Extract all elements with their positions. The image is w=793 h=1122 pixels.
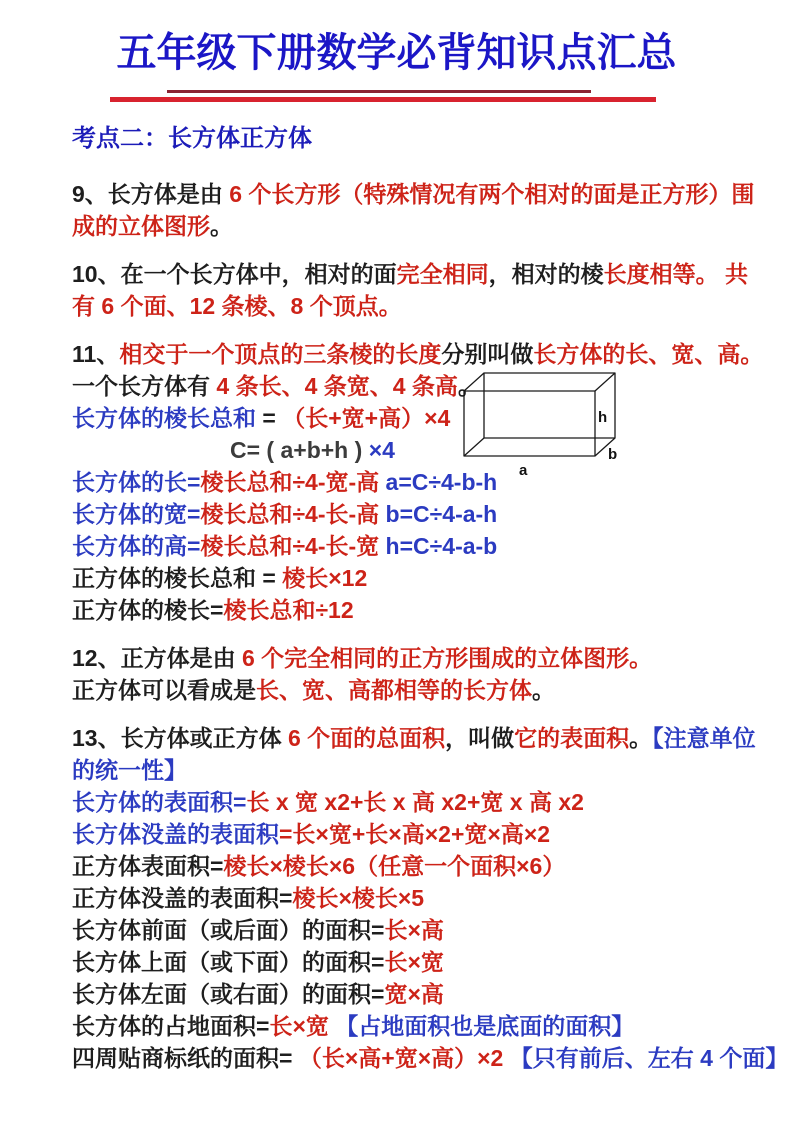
text-segment: 长方体的占地面积= [72, 1013, 270, 1039]
text-segment: 【只有前后、左右 4 个面】 [509, 1045, 789, 1071]
text-segment: 四周贴商标纸的面积= [72, 1045, 299, 1071]
text-segment: （长×高+宽×高）×2 [298, 1045, 510, 1071]
text-segment: 正方体表面积= [72, 853, 224, 879]
text-line [72, 338, 793, 370]
text-segment: 长方体的长= [72, 469, 201, 495]
text-segment: =长×宽+长×高×2+宽×高×2 [279, 821, 551, 847]
text-segment: h=C÷4-a-b [379, 533, 498, 559]
text-segment: 6 个完全相同的正方形围成的立体图形。 [241, 645, 653, 671]
text-line [72, 786, 793, 818]
text-line [72, 674, 793, 706]
text-segment: 4 条长、4 条宽、4 条高 [216, 373, 458, 399]
text-line [72, 562, 793, 594]
text-segment: ×4 [368, 437, 395, 463]
text-segment: 9、长方体是由 [72, 181, 230, 207]
text-segment: 棱长总和÷4-宽-高 [200, 469, 380, 495]
text-segment: C= ( a+b+h ) [230, 437, 369, 463]
text-segment: 有 6 个面、12 条棱、8 个顶点。 [72, 293, 402, 319]
text-segment: 正方体的棱长总和 = [72, 565, 283, 591]
text-segment: 6 个长方形（特殊情况有两个相对的面是正方形）围 [229, 181, 755, 207]
text-line [72, 1010, 793, 1042]
text-segment: 长方体的棱长总和 [72, 405, 256, 431]
text-segment: 长方体上面（或下面）的面积= [72, 949, 385, 975]
text-segment: 长方体的高= [72, 533, 201, 559]
text-line [72, 594, 793, 626]
page-title: 五年级下册数学必背知识点汇总 [116, 31, 677, 75]
cuboid-diagram [455, 358, 645, 480]
text-segment: 【占地面积也是底面的面积】 [335, 1013, 635, 1039]
text-line [72, 882, 793, 914]
notes-content [72, 178, 793, 1074]
point-9 [72, 178, 793, 242]
text-segment: 完全相同 [396, 261, 489, 287]
text-segment: 11、 [72, 341, 120, 367]
text-segment: 长方体没盖的表面积 [72, 821, 279, 847]
text-line [72, 498, 793, 530]
text-segment: 它的表面积 [514, 725, 630, 751]
text-line [72, 850, 793, 882]
cuboid-label-a: a [519, 462, 528, 479]
text-line [72, 402, 793, 434]
text-segment: 13、长方体或正方体 [72, 725, 288, 751]
text-line [72, 946, 793, 978]
text-segment: 成的立体图形 [72, 213, 210, 239]
text-segment: 长方体的表面积= [72, 789, 247, 815]
text-segment: 棱长×棱长×5 [292, 885, 425, 911]
text-segment: 6 个面的总面积 [287, 725, 446, 751]
point-12 [72, 642, 793, 706]
text-segment: 正方体的棱长= [72, 597, 224, 623]
text-segment: 宽×高 [384, 981, 444, 1007]
text-segment: 。 [457, 373, 481, 399]
text-line [72, 914, 793, 946]
point-10 [72, 258, 793, 322]
text-line [72, 722, 793, 754]
text-segment: a=C÷4-b-h [379, 469, 498, 495]
text-segment: ，叫做 [445, 725, 515, 751]
text-segment: 正方体可以看成是 [72, 677, 256, 703]
text-segment: 长度相等。 [603, 261, 719, 287]
text-line [72, 210, 793, 242]
cuboid-depth-edges [464, 373, 615, 456]
text-segment: 【注意单位 [652, 725, 756, 751]
title-underline-dark [167, 90, 591, 93]
text-line [72, 642, 793, 674]
text-segment: 10、在一个长方体中，相对的面 [72, 261, 397, 287]
cuboid-label-h: h [598, 409, 608, 426]
text-segment: 长方体的长、宽、高。 [533, 341, 764, 367]
text-segment: 棱长总和÷4-长-宽 [200, 533, 380, 559]
point-11 [72, 338, 793, 626]
point-13 [72, 722, 793, 1074]
text-segment: 棱长×棱长×6（任意一个面积×6） [223, 853, 566, 879]
text-segment: 。 [532, 677, 555, 703]
text-segment: 长方体的宽= [72, 501, 201, 527]
text-segment: 共 [718, 261, 748, 287]
text-segment: 长×高 [384, 917, 444, 943]
title-underline-bright [110, 97, 656, 102]
text-segment: 棱长×12 [282, 565, 368, 591]
text-segment: 棱长总和÷4-长-高 [200, 501, 380, 527]
text-line [72, 434, 793, 466]
text-segment: 长、宽、高都相等的长方体 [256, 677, 532, 703]
text-segment: 长×宽 [269, 1013, 336, 1039]
text-line [72, 290, 793, 322]
text-line [72, 530, 793, 562]
text-line [72, 178, 793, 210]
text-line [72, 754, 793, 786]
text-line [72, 258, 793, 290]
text-segment: 正方体没盖的表面积= [72, 885, 293, 911]
text-line [72, 978, 793, 1010]
text-segment: = [256, 405, 283, 431]
text-segment: 的统一性】 [72, 757, 187, 783]
text-segment: ，相对的棱 [488, 261, 604, 287]
section-heading: 考点二：长方体正方体 [72, 125, 312, 152]
text-segment: 12、正方体是由 [72, 645, 242, 671]
cuboid-label-b: b [608, 446, 618, 463]
text-line [72, 466, 793, 498]
text-segment: 棱长总和÷12 [223, 597, 354, 623]
text-segment: 。 [210, 213, 233, 239]
text-line [72, 1042, 793, 1074]
text-segment: 长方体左面（或右面）的面积= [72, 981, 385, 1007]
text-segment: 一个长方体有 [72, 373, 217, 399]
text-segment: 相交于一个顶点的三条棱的长度 [119, 341, 442, 367]
text-segment: 长方体前面（或后面）的面积= [72, 917, 385, 943]
text-segment: （长+宽+高）×4 [282, 405, 451, 431]
text-segment: 长×宽 [384, 949, 444, 975]
text-line [72, 818, 793, 850]
text-segment: b=C÷4-a-h [379, 501, 498, 527]
text-segment: 。 [629, 725, 653, 751]
text-segment: 分别叫做 [441, 341, 534, 367]
text-line [72, 370, 793, 402]
text-segment: 长 x 宽 x2+长 x 高 x2+宽 x 高 x2 [246, 789, 584, 815]
